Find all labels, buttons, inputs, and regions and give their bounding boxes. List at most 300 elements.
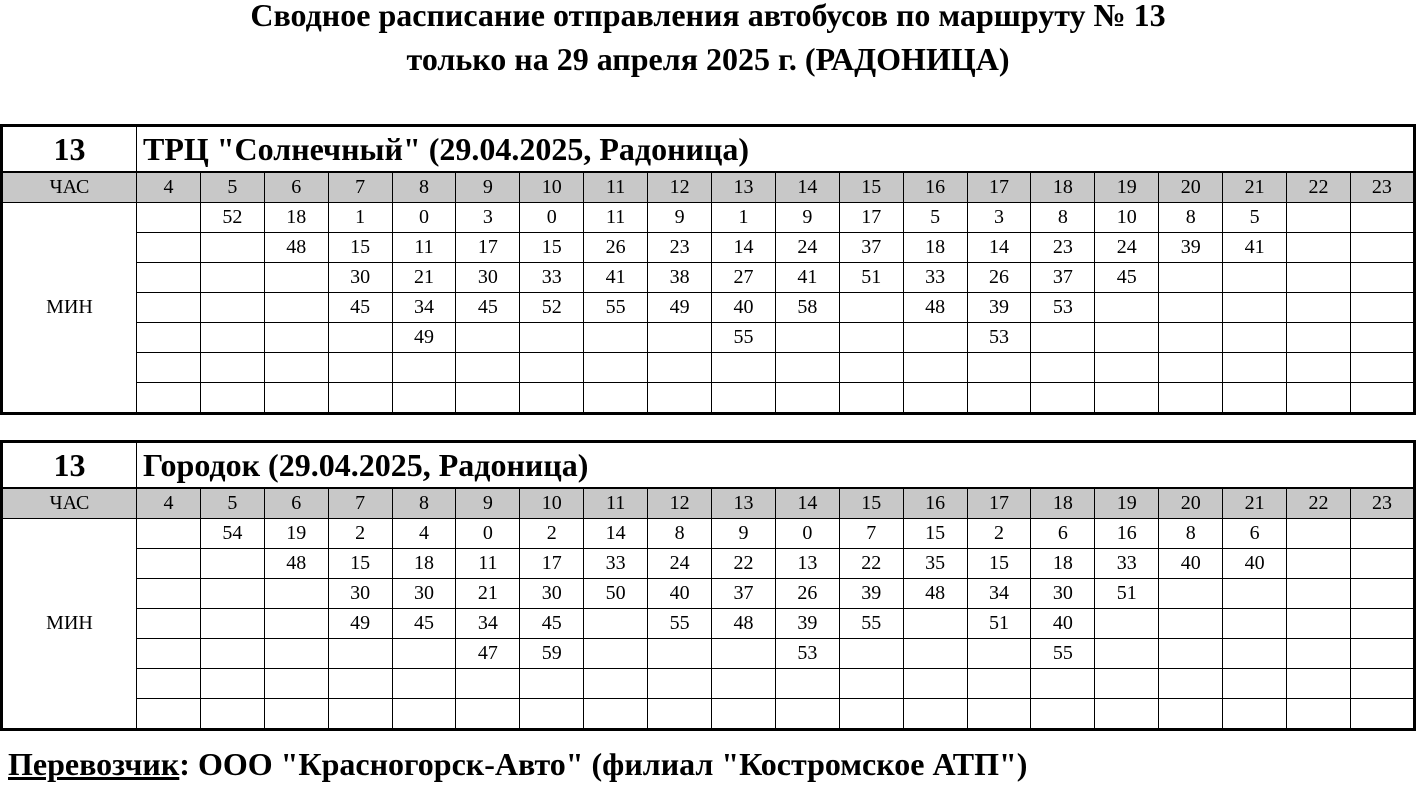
- minute-cell: [328, 353, 392, 383]
- minute-cell: 9: [775, 203, 839, 233]
- minute-cell: [520, 383, 584, 414]
- hour-cell: 12: [648, 172, 712, 203]
- minutes-row: [2, 323, 1415, 353]
- minute-cell: [137, 233, 201, 263]
- minute-cell: 59: [520, 639, 584, 669]
- minute-cell: 49: [648, 293, 712, 323]
- minute-cell: [1350, 519, 1414, 549]
- minute-cell: [200, 549, 264, 579]
- minute-cell: [1287, 699, 1351, 730]
- minute-cell: [1159, 353, 1223, 383]
- minute-cell: 18: [264, 203, 328, 233]
- minute-cell: 10: [1095, 203, 1159, 233]
- minute-cell: 40: [712, 293, 776, 323]
- minute-cell: [200, 609, 264, 639]
- minute-cell: [648, 323, 712, 353]
- minute-cell: [1031, 699, 1095, 730]
- minute-cell: [1031, 669, 1095, 699]
- minute-cell: 30: [392, 579, 456, 609]
- minute-cell: 45: [456, 293, 520, 323]
- minute-cell: [1350, 263, 1414, 293]
- minute-cell: 47: [456, 639, 520, 669]
- minute-cell: [392, 383, 456, 414]
- hour-cell: 11: [584, 488, 648, 519]
- minute-cell: 18: [392, 549, 456, 579]
- minute-cell: [1159, 323, 1223, 353]
- minute-cell: 51: [1095, 579, 1159, 609]
- minute-cell: [584, 639, 648, 669]
- minute-cell: [200, 669, 264, 699]
- minute-cell: [967, 383, 1031, 414]
- carrier-label: Перевозчик: [8, 746, 180, 782]
- minute-cell: [520, 353, 584, 383]
- minute-cell: [584, 323, 648, 353]
- page-subtitle: только на 29 апреля 2025 г. (РАДОНИЦА): [406, 41, 1010, 77]
- minute-cell: 3: [456, 203, 520, 233]
- minute-cell: [137, 579, 201, 609]
- minute-cell: [1350, 669, 1414, 699]
- minute-cell: 53: [967, 323, 1031, 353]
- minute-cell: [1095, 353, 1159, 383]
- minute-cell: 37: [712, 579, 776, 609]
- minute-cell: [1287, 203, 1351, 233]
- minute-cell: 40: [648, 579, 712, 609]
- minute-cell: [1350, 639, 1414, 669]
- hour-cell: 15: [839, 488, 903, 519]
- hour-cell: 23: [1350, 172, 1414, 203]
- hour-cell: 21: [1223, 488, 1287, 519]
- minute-cell: 58: [775, 293, 839, 323]
- minute-cell: [584, 353, 648, 383]
- hour-cell: 6: [264, 172, 328, 203]
- minute-cell: 18: [903, 233, 967, 263]
- minute-cell: [328, 383, 392, 414]
- hour-cell: 22: [1287, 172, 1351, 203]
- minute-cell: 7: [839, 519, 903, 549]
- minute-label: МИН: [2, 519, 137, 730]
- minute-cell: 24: [1095, 233, 1159, 263]
- minute-cell: 14: [967, 233, 1031, 263]
- hour-cell: 7: [328, 488, 392, 519]
- hour-cell: 22: [1287, 488, 1351, 519]
- hour-cell: 4: [137, 172, 201, 203]
- minutes-row: [2, 263, 1415, 293]
- minute-cell: [775, 353, 839, 383]
- minute-cell: [839, 353, 903, 383]
- hour-cell: 15: [839, 172, 903, 203]
- hour-label: ЧАС: [2, 488, 137, 519]
- minute-cell: [200, 639, 264, 669]
- minute-cell: 50: [584, 579, 648, 609]
- minute-cell: 52: [520, 293, 584, 323]
- hour-cell: 17: [967, 172, 1031, 203]
- minute-cell: [1223, 579, 1287, 609]
- minute-cell: [1287, 353, 1351, 383]
- minute-cell: [1223, 609, 1287, 639]
- minute-cell: 33: [903, 263, 967, 293]
- minute-cell: 53: [775, 639, 839, 669]
- minute-cell: [456, 383, 520, 414]
- schedule-table-gorodok: [0, 440, 1416, 731]
- minute-cell: 45: [328, 293, 392, 323]
- minute-cell: 51: [839, 263, 903, 293]
- minute-cell: [712, 639, 776, 669]
- minute-cell: [137, 383, 201, 414]
- minute-cell: 24: [775, 233, 839, 263]
- minute-cell: [1223, 639, 1287, 669]
- hour-label: ЧАС: [2, 172, 137, 203]
- minute-cell: 6: [1223, 519, 1287, 549]
- minute-cell: [1350, 353, 1414, 383]
- minute-cell: 45: [520, 609, 584, 639]
- carrier-info: [8, 744, 1027, 784]
- hour-cell: 9: [456, 488, 520, 519]
- minute-cell: [775, 383, 839, 414]
- hour-cell: 21: [1223, 172, 1287, 203]
- minute-label: МИН: [2, 203, 137, 414]
- route-name: Городок (29.04.2025, Радоница): [137, 442, 1415, 489]
- minute-cell: [520, 323, 584, 353]
- minutes-row: [2, 203, 1415, 233]
- hours-row: [2, 172, 1415, 203]
- minute-cell: 33: [520, 263, 584, 293]
- minute-cell: [1095, 669, 1159, 699]
- minute-cell: [456, 669, 520, 699]
- minute-cell: [200, 353, 264, 383]
- minute-cell: [584, 699, 648, 730]
- minute-cell: 15: [328, 549, 392, 579]
- minute-cell: 54: [200, 519, 264, 549]
- minute-cell: 17: [456, 233, 520, 263]
- minute-cell: 48: [712, 609, 776, 639]
- minute-cell: 15: [520, 233, 584, 263]
- minute-cell: [1350, 293, 1414, 323]
- minute-cell: 37: [1031, 263, 1095, 293]
- minute-cell: [137, 699, 201, 730]
- minute-cell: 39: [775, 609, 839, 639]
- minute-cell: 26: [775, 579, 839, 609]
- minute-cell: [200, 323, 264, 353]
- hour-cell: 18: [1031, 488, 1095, 519]
- minute-cell: [264, 323, 328, 353]
- minute-cell: 41: [584, 263, 648, 293]
- minute-cell: [839, 293, 903, 323]
- minute-cell: 21: [456, 579, 520, 609]
- minute-cell: 15: [328, 233, 392, 263]
- minute-cell: [137, 519, 201, 549]
- minute-cell: 11: [456, 549, 520, 579]
- minute-cell: [137, 669, 201, 699]
- minute-cell: [1350, 233, 1414, 263]
- minute-cell: 35: [903, 549, 967, 579]
- hour-cell: 14: [775, 488, 839, 519]
- minute-cell: [839, 699, 903, 730]
- minute-cell: 30: [456, 263, 520, 293]
- minute-cell: [648, 669, 712, 699]
- minutes-row: [2, 669, 1415, 699]
- minute-cell: [137, 203, 201, 233]
- minute-cell: 8: [648, 519, 712, 549]
- minute-cell: [903, 669, 967, 699]
- minute-cell: 40: [1031, 609, 1095, 639]
- minute-cell: 6: [1031, 519, 1095, 549]
- minute-cell: 14: [584, 519, 648, 549]
- minute-cell: 33: [584, 549, 648, 579]
- minute-cell: 0: [775, 519, 839, 549]
- hour-cell: 10: [520, 488, 584, 519]
- minute-cell: [775, 669, 839, 699]
- minute-cell: [392, 669, 456, 699]
- minute-cell: 48: [903, 293, 967, 323]
- minute-cell: [648, 353, 712, 383]
- minute-cell: [1287, 609, 1351, 639]
- minute-cell: [967, 669, 1031, 699]
- minute-cell: [1287, 383, 1351, 414]
- minute-cell: [1159, 639, 1223, 669]
- minute-cell: [200, 233, 264, 263]
- minute-cell: 38: [648, 263, 712, 293]
- minutes-row: [2, 519, 1415, 549]
- minute-cell: [264, 609, 328, 639]
- minute-cell: [1287, 639, 1351, 669]
- minute-cell: [1031, 353, 1095, 383]
- minute-cell: [1095, 323, 1159, 353]
- minute-cell: [200, 293, 264, 323]
- minute-cell: 55: [648, 609, 712, 639]
- minute-cell: [328, 699, 392, 730]
- hour-cell: 7: [328, 172, 392, 203]
- minute-cell: 24: [648, 549, 712, 579]
- minute-cell: 40: [1159, 549, 1223, 579]
- minute-cell: [1287, 233, 1351, 263]
- minute-cell: [1159, 263, 1223, 293]
- minute-cell: [712, 699, 776, 730]
- minute-cell: [1223, 383, 1287, 414]
- minute-cell: [1223, 699, 1287, 730]
- minute-cell: [520, 699, 584, 730]
- hour-cell: 11: [584, 172, 648, 203]
- minute-cell: [1159, 699, 1223, 730]
- minute-cell: [137, 549, 201, 579]
- minute-cell: 49: [392, 323, 456, 353]
- minute-cell: [264, 263, 328, 293]
- minute-cell: [1350, 579, 1414, 609]
- hour-cell: 18: [1031, 172, 1095, 203]
- minutes-row: [2, 579, 1415, 609]
- minute-cell: [1031, 383, 1095, 414]
- route-number: 13: [2, 442, 137, 489]
- minute-cell: 48: [264, 549, 328, 579]
- minute-cell: 13: [775, 549, 839, 579]
- minute-cell: [1350, 203, 1414, 233]
- minute-cell: 49: [328, 609, 392, 639]
- minute-cell: [1095, 609, 1159, 639]
- minute-cell: 23: [648, 233, 712, 263]
- minute-cell: [1350, 323, 1414, 353]
- minute-cell: [1287, 263, 1351, 293]
- minute-cell: [712, 669, 776, 699]
- hour-cell: 5: [200, 488, 264, 519]
- minute-cell: 19: [264, 519, 328, 549]
- minute-cell: 21: [392, 263, 456, 293]
- minute-cell: 22: [839, 549, 903, 579]
- minute-cell: [903, 383, 967, 414]
- minute-cell: 30: [328, 579, 392, 609]
- minute-cell: [1095, 293, 1159, 323]
- page-title: Сводное расписание отправления автобусов по маршруту № 13: [250, 0, 1166, 33]
- minute-cell: 9: [712, 519, 776, 549]
- minute-cell: [712, 353, 776, 383]
- minute-cell: [137, 609, 201, 639]
- minute-cell: [903, 323, 967, 353]
- hour-cell: 19: [1095, 172, 1159, 203]
- hour-cell: 8: [392, 172, 456, 203]
- minute-cell: 55: [712, 323, 776, 353]
- minute-cell: 39: [967, 293, 1031, 323]
- minute-cell: 16: [1095, 519, 1159, 549]
- hour-cell: 12: [648, 488, 712, 519]
- hour-cell: 13: [712, 172, 776, 203]
- minutes-row: [2, 233, 1415, 263]
- minute-cell: 0: [392, 203, 456, 233]
- minute-cell: [967, 639, 1031, 669]
- minute-cell: 2: [328, 519, 392, 549]
- minute-cell: [1095, 639, 1159, 669]
- minute-cell: 37: [839, 233, 903, 263]
- minute-cell: [392, 353, 456, 383]
- minute-cell: 0: [520, 203, 584, 233]
- minute-cell: [137, 323, 201, 353]
- minutes-row: [2, 699, 1415, 730]
- route-number: 13: [2, 126, 137, 173]
- minute-cell: [648, 639, 712, 669]
- minute-cell: 39: [1159, 233, 1223, 263]
- minute-cell: 5: [1223, 203, 1287, 233]
- minute-cell: [839, 639, 903, 669]
- minute-cell: [967, 699, 1031, 730]
- minute-cell: 34: [392, 293, 456, 323]
- minute-cell: 14: [712, 233, 776, 263]
- minute-cell: [1159, 669, 1223, 699]
- minute-cell: [137, 293, 201, 323]
- minute-cell: [584, 669, 648, 699]
- minute-cell: 8: [1031, 203, 1095, 233]
- minute-cell: [264, 669, 328, 699]
- minutes-row: [2, 609, 1415, 639]
- minute-cell: 30: [328, 263, 392, 293]
- minute-cell: [137, 263, 201, 293]
- minute-cell: [328, 669, 392, 699]
- minute-cell: [967, 353, 1031, 383]
- hour-cell: 20: [1159, 488, 1223, 519]
- minute-cell: 26: [584, 233, 648, 263]
- minute-cell: [200, 699, 264, 730]
- minute-cell: 41: [1223, 233, 1287, 263]
- minute-cell: [1350, 699, 1414, 730]
- minute-cell: 39: [839, 579, 903, 609]
- minute-cell: [903, 353, 967, 383]
- minute-cell: [1159, 383, 1223, 414]
- minute-cell: [1287, 323, 1351, 353]
- minute-cell: 5: [903, 203, 967, 233]
- hour-cell: 17: [967, 488, 1031, 519]
- minute-cell: [456, 353, 520, 383]
- minute-cell: [903, 699, 967, 730]
- minute-cell: 2: [520, 519, 584, 549]
- hour-cell: 8: [392, 488, 456, 519]
- minutes-row: [2, 353, 1415, 383]
- minute-cell: [1095, 383, 1159, 414]
- minute-cell: 17: [839, 203, 903, 233]
- hours-row: [2, 488, 1415, 519]
- minute-cell: [648, 699, 712, 730]
- minutes-row: [2, 639, 1415, 669]
- minute-cell: [903, 609, 967, 639]
- minute-cell: 34: [456, 609, 520, 639]
- minute-cell: [200, 263, 264, 293]
- minute-cell: 8: [1159, 519, 1223, 549]
- minute-cell: 22: [712, 549, 776, 579]
- minute-cell: [200, 383, 264, 414]
- hour-cell: 16: [903, 488, 967, 519]
- minute-cell: 55: [584, 293, 648, 323]
- minute-cell: [839, 669, 903, 699]
- minute-cell: 45: [1095, 263, 1159, 293]
- minute-cell: 27: [712, 263, 776, 293]
- minute-cell: [839, 323, 903, 353]
- hour-cell: 16: [903, 172, 967, 203]
- minute-cell: [1287, 549, 1351, 579]
- minute-cell: [392, 699, 456, 730]
- minute-cell: [1287, 579, 1351, 609]
- minutes-row: [2, 293, 1415, 323]
- minute-cell: 26: [967, 263, 1031, 293]
- minute-cell: [264, 699, 328, 730]
- minute-cell: 2: [967, 519, 1031, 549]
- minute-cell: [456, 323, 520, 353]
- minute-cell: 55: [1031, 639, 1095, 669]
- minute-cell: [1223, 353, 1287, 383]
- minute-cell: [264, 383, 328, 414]
- minute-cell: 0: [456, 519, 520, 549]
- minute-cell: 1: [328, 203, 392, 233]
- minute-cell: 33: [1095, 549, 1159, 579]
- minute-cell: [200, 579, 264, 609]
- hour-cell: 13: [712, 488, 776, 519]
- hour-cell: 20: [1159, 172, 1223, 203]
- minute-cell: [264, 639, 328, 669]
- minute-cell: [648, 383, 712, 414]
- hour-cell: 19: [1095, 488, 1159, 519]
- minute-cell: 23: [1031, 233, 1095, 263]
- minute-cell: [392, 639, 456, 669]
- minute-cell: 53: [1031, 293, 1095, 323]
- minute-cell: [1159, 609, 1223, 639]
- minute-cell: 52: [200, 203, 264, 233]
- minute-cell: 41: [775, 263, 839, 293]
- minute-cell: 3: [967, 203, 1031, 233]
- minute-cell: [1350, 609, 1414, 639]
- minute-cell: [1031, 323, 1095, 353]
- hour-cell: 10: [520, 172, 584, 203]
- minute-cell: 55: [839, 609, 903, 639]
- minute-cell: [264, 579, 328, 609]
- minute-cell: [137, 639, 201, 669]
- minute-cell: [775, 323, 839, 353]
- minute-cell: [1223, 263, 1287, 293]
- minute-cell: [520, 669, 584, 699]
- hour-cell: 9: [456, 172, 520, 203]
